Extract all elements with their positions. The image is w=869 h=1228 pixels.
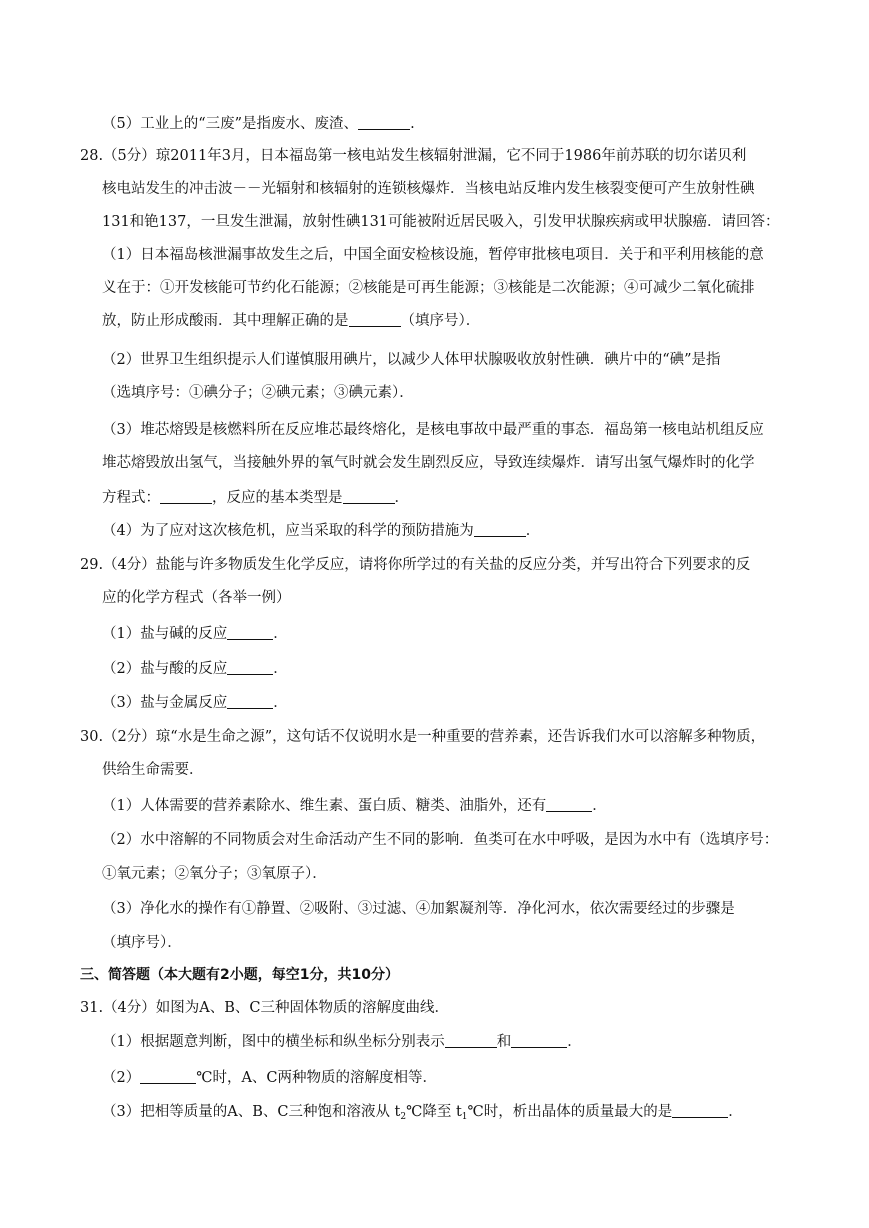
q31-p3-end: ． — [728, 1104, 743, 1120]
q31-p3-sub-1: 2 — [400, 1112, 407, 1122]
q28-p1-text: 放，防止形成酸雨．其中理解正确的是 — [102, 313, 349, 329]
q31-p1-end: ． — [567, 1034, 582, 1050]
q28-p4-end: ． — [525, 523, 541, 539]
q29-item-2-text: （2）盐与酸的反应 — [102, 661, 228, 677]
q28-p2-line-2: （选填序号：①碘分子；②碘元素；③碘元素）． — [102, 385, 414, 401]
q30-head: 30.（2分） — [80, 729, 156, 745]
q30-p1-end: ． — [592, 798, 607, 814]
answer-blank[interactable] — [358, 115, 410, 130]
q30-p3-line-2: （填序号）． — [102, 935, 182, 951]
answer-blank[interactable] — [227, 660, 273, 675]
q30-p3-line-1: （3）净化水的操作有①静置、②吸附、③过滤、④加絮凝剂等．净化河水，依次需要经过的步骤是 — [102, 901, 735, 917]
answer-blank[interactable] — [349, 312, 401, 327]
q29-item-1-end: ． — [273, 626, 288, 642]
q28-p3-b: ，反应的基本类型是 — [212, 490, 343, 506]
q28-intro-1: 琼2011年3月，日本福岛第一核电站发生核辐射泄漏，它不同于1986年前苏联的切尔诺贝利 — [155, 148, 747, 164]
answer-blank[interactable] — [511, 1033, 567, 1048]
q30-intro-1: 琼“水是生命之源”，这句话不仅说明水是一种重要的营养素，还告诉我们水可以溶解多种物质， — [155, 729, 766, 745]
q27-part5-text: （5）工业上的“三废”是指废水、废渣、 — [102, 116, 359, 132]
q28-line-1 — [80, 146, 746, 166]
q29-item-1-text: （1）盐与碱的反应 — [102, 626, 228, 642]
answer-blank[interactable] — [140, 1069, 196, 1084]
q28-p3-line-3 — [102, 488, 409, 508]
section-heading: 三、简答题（本大题有2小题，每空1分，共10分） — [80, 967, 399, 983]
q29-intro-1: 盐能与许多物质发生化学反应，请将你所学过的有关盐的反应分类，并写出符合下列要求的反 — [155, 557, 751, 573]
q28-p1-end: （填序号）． — [400, 313, 481, 329]
q28-intro-2: 核电站发生的冲击波－－光辐射和核辐射的连锁核爆炸．当核电站反堆内发生核裂变便可产生放射性碘 — [102, 181, 755, 197]
q31-p1 — [102, 1032, 582, 1052]
q31-intro: 如图为A、B、C三种固体物质的溶解度曲线． — [155, 1000, 450, 1016]
q29-item-3 — [102, 693, 288, 713]
q29-head: 29.（4分） — [80, 557, 156, 573]
q29-item-3-end: ． — [273, 695, 288, 711]
q31-p2 — [102, 1068, 437, 1088]
answer-blank[interactable] — [227, 625, 273, 640]
q29-item-2 — [102, 659, 288, 679]
q28-p4 — [102, 521, 540, 541]
answer-blank[interactable] — [546, 797, 592, 812]
answer-blank[interactable] — [227, 694, 273, 709]
q28-intro-3: 131和铯137，一旦发生泄漏，放射性碘131可能被附近居民吸入，引发甲状腺疾病或甲状腺癌．请回答： — [102, 214, 780, 230]
answer-blank[interactable] — [672, 1103, 728, 1118]
q28-p4-text: （4）为了应对这次核危机，应当采取的科学的预防措施为 — [102, 523, 474, 539]
q31-p3 — [102, 1102, 743, 1127]
q28-head: 28.（5分） — [80, 148, 156, 164]
q28-p1-line-3 — [102, 311, 480, 331]
q28-p3-line-2: 堆芯熔毁放出氢气，当接触外界的氧气时就会发生剧烈反应，导致连续爆炸．请写出氢气爆炸时的化学 — [102, 455, 755, 471]
q28-p3-line-1: （3）堆芯熔毁是核燃料所在反应堆芯最终熔化，是核电事故中最严重的事态．福岛第一核电站机组反应 — [102, 422, 764, 438]
q28-p1-line-2: 义在于：①开发核能可节约化石能源；②核能是可再生能源；③核能是二次能源；④可减少二氧化硫排 — [102, 280, 755, 296]
answer-blank[interactable] — [474, 522, 526, 537]
q30-p1 — [102, 796, 607, 816]
q31-p3-c: ℃时，析出晶体的质量最大的是 — [467, 1104, 673, 1120]
q31-p3-a: （3）把相等质量的A、B、C三种饱和溶液从 t — [102, 1104, 401, 1120]
q30-p1-text: （1）人体需要的营养素除水、维生素、蛋白质、糖类、油脂外，还有 — [102, 798, 547, 814]
q31-head: 31.（4分） — [80, 1000, 156, 1016]
q27-part5-end: . — [410, 116, 415, 132]
q31-p2-b: ℃时，A、C两种物质的溶解度相等． — [196, 1070, 438, 1086]
q31-p3-sub-2: 1 — [461, 1112, 468, 1122]
q30-intro-2: 供给生命需要． — [102, 762, 204, 778]
q28-p2-line-1: （2）世界卫生组织提示人们谨慎服用碘片，以减少人体甲状腺吸收放射性碘．碘片中的“碘”是指 — [102, 352, 721, 368]
q30-line-1 — [80, 727, 765, 747]
q31-p1-b: 和 — [496, 1034, 512, 1050]
answer-blank[interactable] — [445, 1033, 497, 1048]
q31-p2-a: （2） — [102, 1070, 141, 1086]
q30-p2-line-1: （2）水中溶解的不同物质会对生命活动产生不同的影响．鱼类可在水中呼吸，是因为水中有（选填序号： — [102, 832, 779, 848]
q31-p1-a: （1）根据题意判断，图中的横坐标和纵坐标分别表示 — [102, 1034, 445, 1050]
q31-line-1 — [80, 998, 449, 1018]
q29-item-2-end: ． — [273, 661, 288, 677]
q29-item-3-text: （3）盐与金属反应 — [102, 695, 228, 711]
answer-blank[interactable] — [160, 489, 212, 504]
q29-intro-2: 应的化学方程式（各举一例） — [102, 590, 291, 606]
q28-p3-a: 方程式： — [102, 490, 160, 506]
q27-part5 — [102, 114, 415, 134]
q31-p3-b: ℃降至 t — [406, 1104, 462, 1120]
q30-p2-line-2: ①氧元素；②氧分子；③氧原子）． — [102, 866, 327, 882]
q28-p3-end: ． — [394, 490, 409, 506]
answer-blank[interactable] — [343, 489, 395, 504]
q28-p1-line-1: （1）日本福岛核泄漏事故发生之后，中国全面安检核设施，暂停审批核电项目．关于和平利用核能的意 — [102, 247, 764, 263]
q29-item-1 — [102, 624, 288, 644]
q29-line-1 — [80, 555, 750, 575]
